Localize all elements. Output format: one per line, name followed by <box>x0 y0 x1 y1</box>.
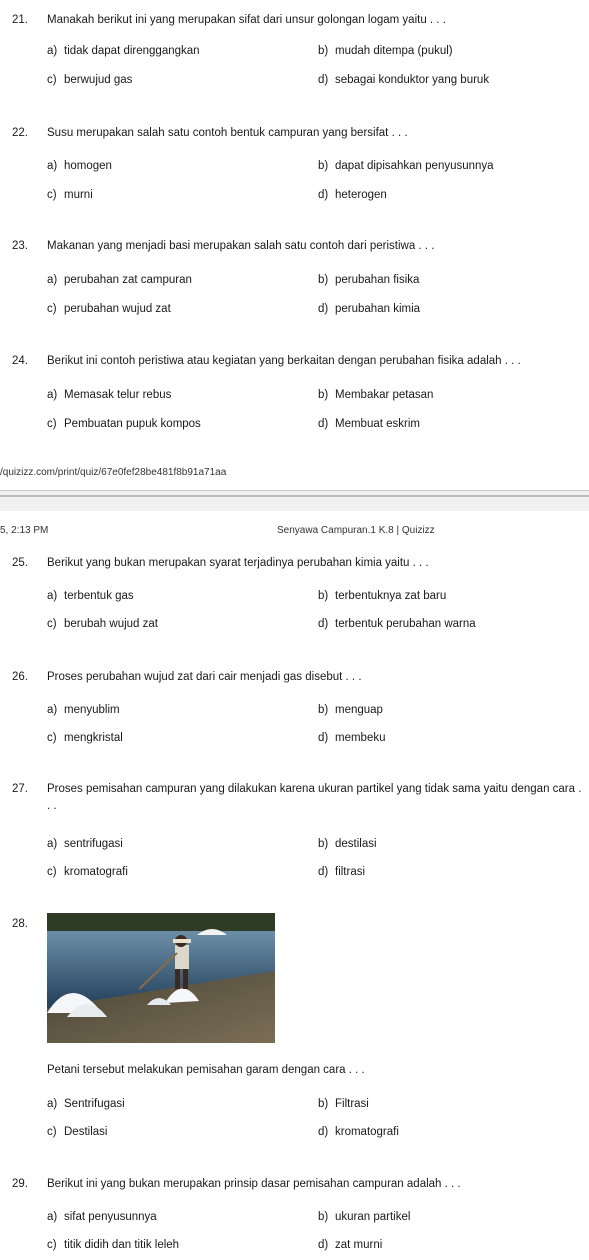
option-text: terbentuk gas <box>64 590 134 602</box>
salt-farmer-photo <box>47 913 275 1043</box>
option-letter: d) <box>318 189 329 201</box>
option-letter: c) <box>47 1126 57 1138</box>
option-d <box>318 189 387 201</box>
option-letter: b) <box>318 389 329 401</box>
option-letter: c) <box>47 732 57 744</box>
print-timestamp: 5, 2:13 PM <box>0 525 49 536</box>
print-url: /quizizz.com/print/quiz/67e0fef28be481f8b91a71aa <box>0 467 227 478</box>
question-stem: Manakah berikut ini yang merupakan sifat dari unsur golongan logam yaitu . . . <box>47 14 446 26</box>
option-letter: b) <box>318 1098 329 1110</box>
option-a <box>47 160 112 172</box>
option-text: tidak dapat direnggangkan <box>64 45 200 57</box>
option-letter: a) <box>47 590 58 602</box>
option-d <box>318 618 476 630</box>
option-text: sifat penyusunnya <box>64 1211 157 1223</box>
option-text: mengkristal <box>64 732 123 744</box>
option-letter: a) <box>47 389 58 401</box>
option-d <box>318 418 420 430</box>
option-a <box>47 590 134 602</box>
option-text: sebagai konduktor yang buruk <box>335 74 490 86</box>
option-text: perubahan fisika <box>335 274 420 286</box>
option-letter: a) <box>47 45 58 57</box>
option-letter: c) <box>47 418 57 430</box>
option-b <box>318 160 494 172</box>
option-letter: b) <box>318 274 329 286</box>
option-letter: c) <box>47 303 57 315</box>
question-text <box>12 781 582 815</box>
option-text: Destilasi <box>64 1126 108 1138</box>
question-stem: Susu merupakan salah satu contoh bentuk campuran yang bersifat . . . <box>47 127 408 139</box>
question-number: 28. <box>12 918 28 930</box>
option-text: menyublim <box>64 704 120 716</box>
option-letter: c) <box>47 866 57 878</box>
option-c <box>47 418 201 430</box>
option-letter: a) <box>47 838 58 850</box>
option-text: titik didih dan titik leleh <box>64 1239 180 1251</box>
option-text: murni <box>64 189 93 201</box>
option-b <box>318 1098 369 1110</box>
question-number: 27. <box>12 783 28 795</box>
question-text <box>12 669 582 686</box>
option-d <box>318 303 420 315</box>
option-b <box>318 274 419 286</box>
option-text: destilasi <box>335 838 377 850</box>
page-break <box>0 490 589 511</box>
option-text: berwujud gas <box>64 74 133 86</box>
option-text: terbentuk perubahan warna <box>335 618 476 630</box>
option-letter: d) <box>318 618 329 630</box>
option-a <box>47 45 200 57</box>
option-letter: c) <box>47 74 57 86</box>
option-text: heterogen <box>335 189 387 201</box>
option-text: Filtrasi <box>335 1098 369 1110</box>
option-letter: d) <box>318 418 329 430</box>
question-number: 26. <box>12 671 28 683</box>
option-c <box>47 74 132 86</box>
option-letter: a) <box>47 704 58 716</box>
option-text: kromatografi <box>64 866 128 878</box>
option-d <box>318 866 365 878</box>
option-text: menguap <box>335 704 383 716</box>
question-stem: Proses perubahan wujud zat dari cair menjadi gas disebut . . . <box>47 671 362 683</box>
option-letter: d) <box>318 1239 329 1251</box>
option-letter: b) <box>318 45 329 57</box>
option-c <box>47 618 158 630</box>
option-d <box>318 74 489 86</box>
option-text: filtrasi <box>335 866 366 878</box>
option-d <box>318 1126 399 1138</box>
option-letter: a) <box>47 160 58 172</box>
question-text <box>12 125 582 142</box>
question-number: 21. <box>12 14 28 26</box>
option-b <box>318 1211 410 1223</box>
option-a <box>47 1211 157 1223</box>
question-text <box>12 353 582 370</box>
option-text: ukuran partikel <box>335 1211 411 1223</box>
option-c <box>47 1239 179 1251</box>
question-stem: Berikut ini yang bukan merupakan prinsip dasar pemisahan campuran adalah . . . <box>47 1178 461 1190</box>
option-letter: a) <box>47 274 58 286</box>
option-b <box>318 704 383 716</box>
option-text: mudah ditempa (pukul) <box>335 45 453 57</box>
option-b <box>318 45 453 57</box>
option-letter: d) <box>318 866 329 878</box>
salt-farm-image <box>47 913 275 1043</box>
option-text: zat murni <box>335 1239 383 1251</box>
option-text: terbentuknya zat baru <box>335 590 447 602</box>
option-letter: c) <box>47 1239 57 1251</box>
option-text: perubahan zat campuran <box>64 274 192 286</box>
option-text: Memasak telur rebus <box>64 389 172 401</box>
question-number: 22. <box>12 127 28 139</box>
option-letter: d) <box>318 732 329 744</box>
print-page-title: Senyawa Campuran.1 K.8 | Quizizz <box>277 525 435 536</box>
question-text <box>12 555 582 572</box>
page-break-line <box>0 495 589 497</box>
option-letter: b) <box>318 590 329 602</box>
option-letter: b) <box>318 838 329 850</box>
option-text: homogen <box>64 160 112 172</box>
option-b <box>318 838 377 850</box>
option-text: sentrifugasi <box>64 838 123 850</box>
option-letter: d) <box>318 303 329 315</box>
option-c <box>47 303 171 315</box>
option-c <box>47 1126 107 1138</box>
option-text: Membuat eskrim <box>335 418 420 430</box>
question-text <box>12 12 582 29</box>
option-a <box>47 274 192 286</box>
option-letter: b) <box>318 704 329 716</box>
option-d <box>318 1239 382 1251</box>
question-stem: Berikut yang bukan merupakan syarat terjadinya perubahan kimia yaitu . . . <box>47 557 429 569</box>
question-text <box>12 238 582 255</box>
option-letter: b) <box>318 1211 329 1223</box>
option-letter: c) <box>47 189 57 201</box>
question-text <box>12 1176 582 1193</box>
option-text: berubah wujud zat <box>64 618 158 630</box>
option-a <box>47 838 123 850</box>
option-d <box>318 732 386 744</box>
option-a <box>47 1098 125 1110</box>
option-text: dapat dipisahkan penyusunnya <box>335 160 494 172</box>
question-number: 25. <box>12 557 28 569</box>
option-text: kromatografi <box>335 1126 399 1138</box>
option-c <box>47 866 128 878</box>
option-letter: d) <box>318 1126 329 1138</box>
question-text <box>12 1062 582 1079</box>
option-letter: a) <box>47 1211 58 1223</box>
question-number: 29. <box>12 1178 28 1190</box>
option-c <box>47 732 123 744</box>
question-number: 24. <box>12 355 28 367</box>
option-letter: c) <box>47 618 57 630</box>
option-text: Membakar petasan <box>335 389 434 401</box>
option-letter: d) <box>318 74 329 86</box>
option-c <box>47 189 93 201</box>
question-stem: Proses pemisahan campuran yang dilakukan karena ukuran partikel yang tidak sama yaitu dengan cara . . . <box>47 783 582 812</box>
option-text: Sentrifugasi <box>64 1098 125 1110</box>
option-letter: a) <box>47 1098 58 1110</box>
question-stem: Petani tersebut melakukan pemisahan garam dengan cara . . . <box>47 1064 365 1076</box>
question-stem: Berikut ini contoh peristiwa atau kegiatan yang berkaitan dengan perubahan fisika adalah . . . <box>47 355 521 367</box>
question-stem: Makanan yang menjadi basi merupakan salah satu contoh dari peristiwa . . . <box>47 240 435 252</box>
option-text: perubahan kimia <box>335 303 421 315</box>
option-b <box>318 389 433 401</box>
option-b <box>318 590 446 602</box>
option-letter: b) <box>318 160 329 172</box>
option-a <box>47 389 171 401</box>
option-text: perubahan wujud zat <box>64 303 171 315</box>
option-text: membeku <box>335 732 386 744</box>
question-number: 23. <box>12 240 28 252</box>
option-a <box>47 704 120 716</box>
option-text: Pembuatan pupuk kompos <box>64 418 201 430</box>
